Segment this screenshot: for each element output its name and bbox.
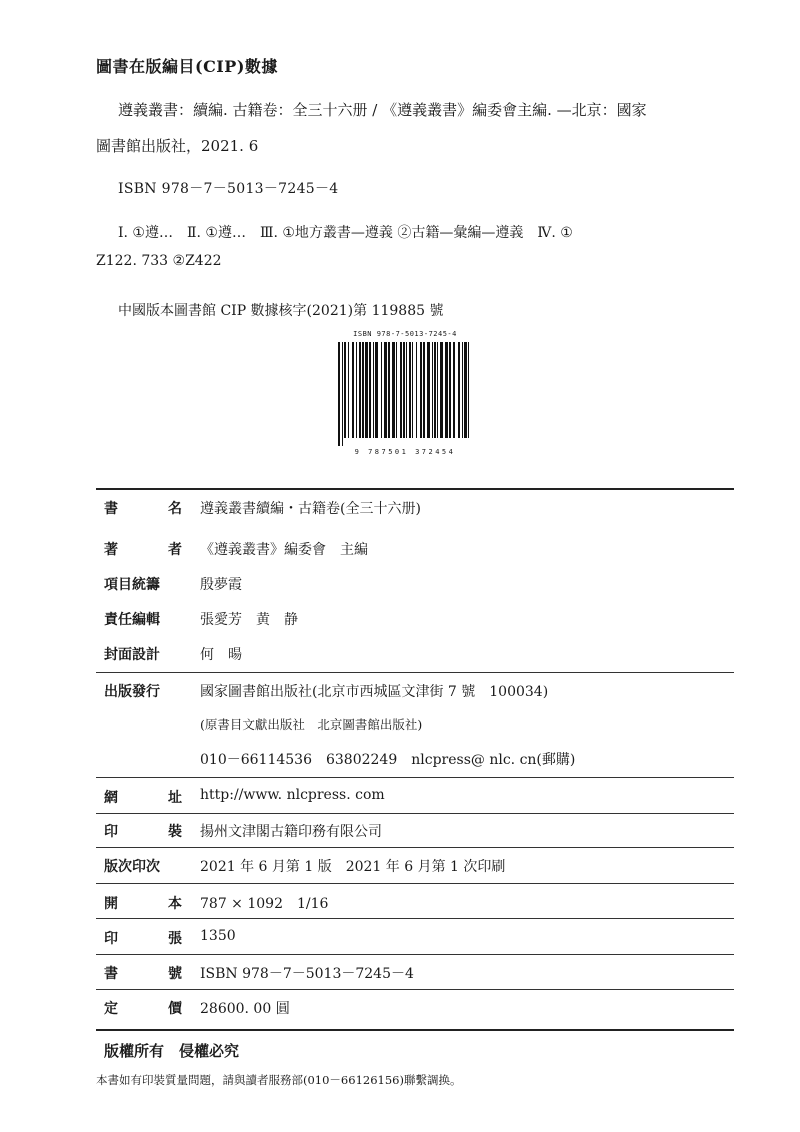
detail-row-printer: [104, 821, 734, 847]
detail-value: 遵義叢書續編・古籍卷(全三十六册): [200, 501, 421, 517]
detail-label: 項目統籌: [104, 577, 160, 593]
cip-isbn: ISBN 978－7－5013－7245－4: [118, 181, 339, 197]
detail-row-editor: [104, 609, 734, 635]
divider: [96, 847, 734, 848]
detail-value: 28600. 00 圓: [200, 1001, 290, 1017]
divider: [96, 672, 734, 673]
divider: [96, 918, 734, 919]
barcode-bars-icon: [336, 342, 474, 446]
detail-label: 封面設計: [104, 647, 160, 663]
divider: [96, 883, 734, 884]
detail-label: 開 本: [104, 896, 182, 912]
detail-row-coordinator: [104, 574, 734, 600]
detail-value: 揚州文津閣古籍印務有限公司: [200, 824, 382, 840]
bottom-rule: [96, 1029, 734, 1031]
detail-value: 殷夢霞: [200, 577, 242, 593]
detail-value: 2021 年 6 月第 1 版 2021 年 6 月第 1 次印刷: [200, 859, 506, 875]
detail-label: 版次印次: [104, 859, 160, 875]
cip-line-2: 圖書館出版社，2021. 6: [96, 137, 259, 155]
detail-label: 責任編輯: [104, 612, 160, 628]
detail-label: 出版發行: [104, 684, 160, 700]
detail-value: 《遵義叢書》編委會 主編: [200, 542, 368, 558]
detail-row-book-number: [104, 963, 734, 989]
detail-value: http://www. nlcpress. com: [200, 787, 385, 803]
quality-notice: 本書如有印裝質量問題，請與讀者服務部(010－66126156)聯繫調换。: [96, 1073, 462, 1087]
divider: [96, 777, 734, 778]
detail-row-cover-design: [104, 644, 734, 670]
detail-value: 1350: [200, 928, 236, 944]
divider: [96, 989, 734, 990]
detail-row-author: [104, 539, 734, 565]
detail-label: 印 裝: [104, 824, 182, 840]
detail-value: 張愛芳 黄 静: [200, 612, 298, 628]
detail-value: (原書目文獻出版社 北京圖書館出版社): [200, 717, 423, 732]
detail-row-sheets: [104, 928, 734, 954]
detail-label: 印 張: [104, 931, 182, 947]
detail-row-website: [104, 787, 734, 813]
detail-label: 著 者: [104, 542, 182, 558]
detail-label: 書 名: [104, 501, 182, 517]
detail-value: 國家圖書館出版社(北京市西城區文津街 7 號 100034): [200, 684, 549, 700]
cip-title: 圖書在版編目(CIP)數據: [96, 57, 278, 76]
isbn-barcode: [330, 330, 480, 458]
detail-row-title: [104, 498, 734, 524]
detail-label: 網 址: [104, 790, 182, 806]
barcode-bottom-text: 9 787501 372454: [354, 448, 456, 456]
divider: [96, 954, 734, 955]
detail-value: 010－66114536 63802249 nlcpress@ nlc. cn(郵購): [200, 752, 576, 768]
detail-row-contact: [104, 749, 734, 775]
detail-row-price: [104, 998, 734, 1024]
rights-reserved: 版權所有 侵權必究: [104, 1042, 240, 1060]
detail-label: 書 號: [104, 966, 182, 982]
cip-classification-2: Z122. 733 ②Z422: [96, 253, 222, 269]
detail-row-format: [104, 893, 734, 919]
cip-classification-1: Ⅰ. ①遵… Ⅱ. ①遵… Ⅲ. ①地方叢書—遵義 ②古籍—彙編—遵義 Ⅳ. ①: [118, 225, 573, 241]
barcode-top-text: ISBN 978-7-5013-7245-4: [353, 330, 457, 338]
detail-label: 定 價: [104, 1001, 182, 1017]
detail-row-publisher: [104, 681, 734, 707]
detail-row-edition: [104, 856, 734, 882]
cip-line-1: 遵義叢書：續編. 古籍卷：全三十六册 / 《遵義叢書》編委會主編. —北京：國家: [118, 101, 647, 119]
detail-value: 何 暘: [200, 647, 242, 663]
top-rule: [96, 488, 734, 490]
cip-number: 中國版本圖書館 CIP 數據核字(2021)第 119885 號: [118, 303, 444, 319]
detail-value: ISBN 978－7－5013－7245－4: [200, 966, 414, 982]
divider: [96, 813, 734, 814]
detail-row-former-names: [104, 715, 734, 741]
detail-value: 787 × 1092 1/16: [200, 896, 329, 912]
